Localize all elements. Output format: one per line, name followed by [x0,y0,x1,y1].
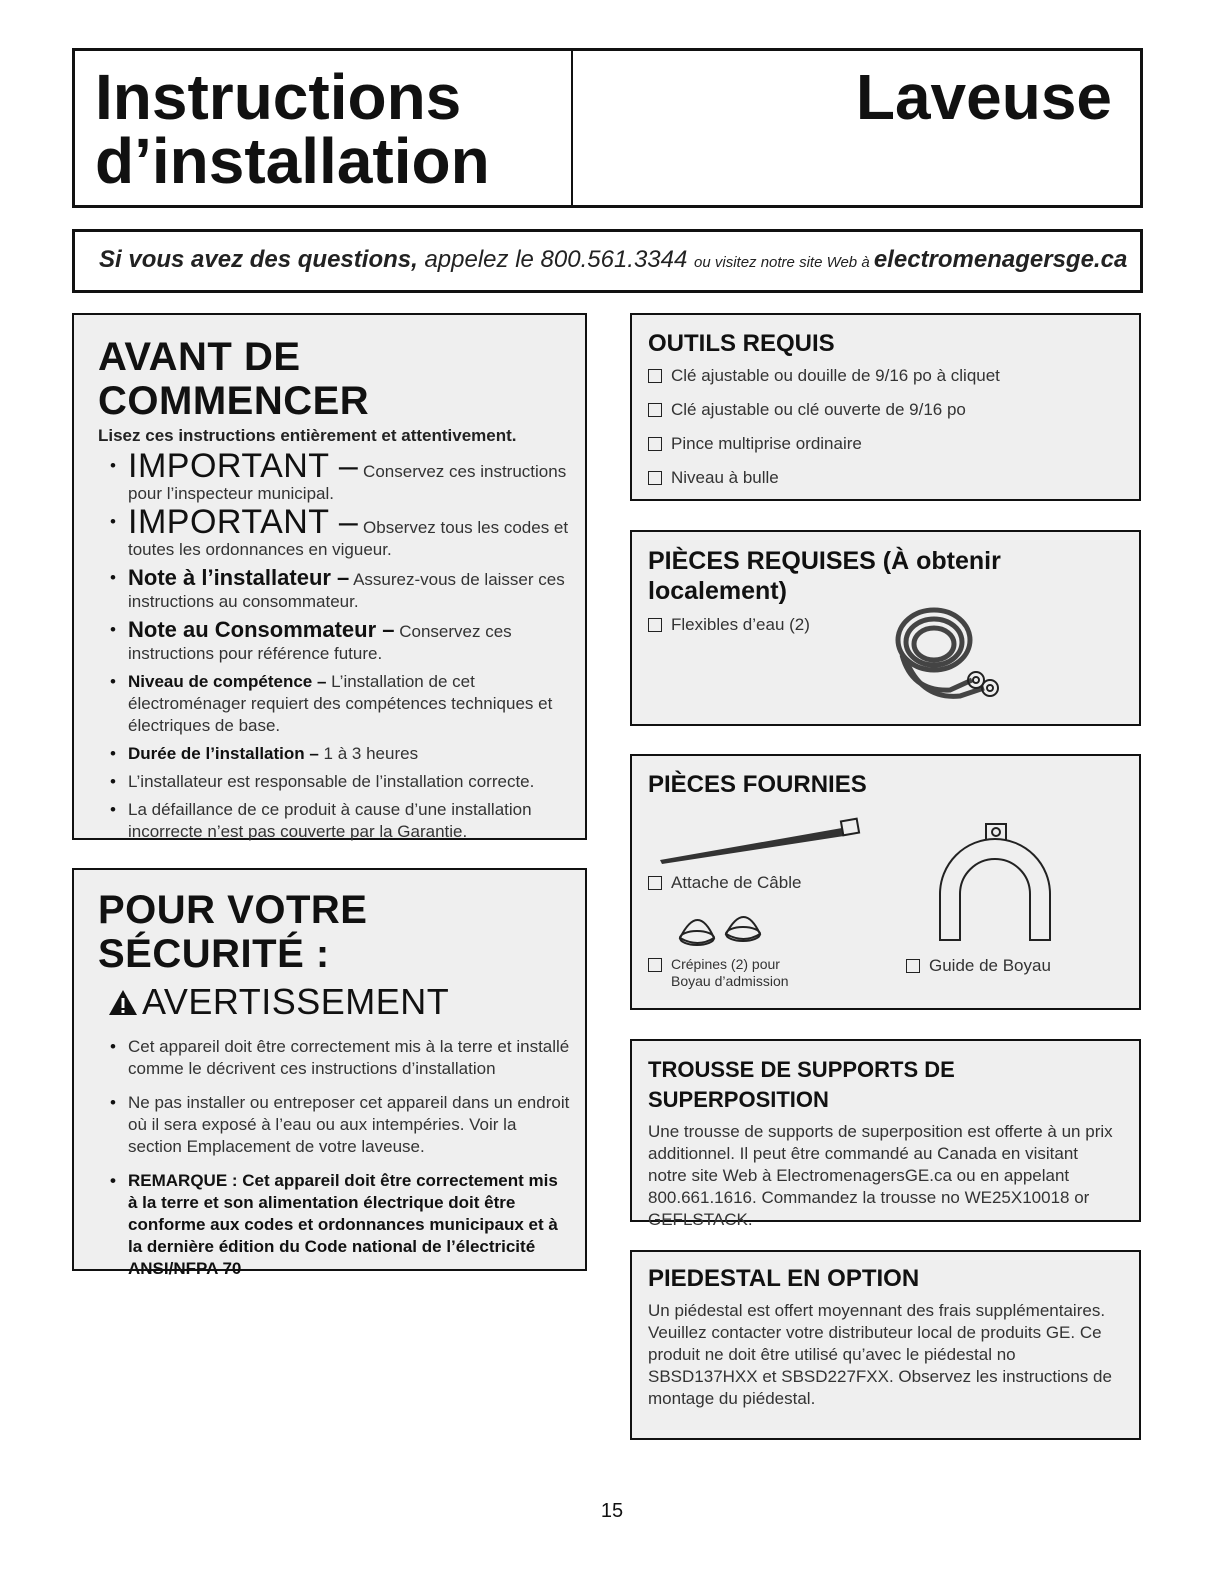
warning-triangle-icon [108,989,138,1016]
crepines-line-2: Boyau d’admission [671,973,789,989]
contact-website: electromenagersge.ca [873,246,1128,273]
checkbox-icon [648,437,662,451]
trousse-text: Une trousse de supports de superposition est offerte à un prix additionnel. Il peut être commandé au Canada en visitant notre site Web à ElectromenagersGE.ca ou en appelant 800.661.1616. Commandez la trousse no WE25X10018 or GEFLSTACK. [648,1122,1113,1229]
guide-item [906,955,1051,977]
pieces-requises-heading: PIÈCES REQUISES (À obtenir localement) [648,547,1001,605]
outils-heading: OUTILS REQUIS [648,330,835,357]
outils-item-text: Pince multiprise ordinaire [671,434,862,453]
avant-item [98,743,571,765]
contact-visit: ou visitez notre site Web à [694,254,874,271]
crepines-line-1: Crépines (2) pour [671,956,780,972]
avant-heading: AVANT DE COMMENCER [98,335,370,423]
avant-item-lead: Note à l’installateur – [128,565,350,590]
securite-item: • Ne pas installer ou entreposer cet appareil dans un endroit où il sera exposé à l’eau ou aux intempéries. Voir la section Emplacement de votre laveuse. [98,1092,571,1158]
checkbox-icon [648,403,662,417]
hose-guide-illustration [930,820,1060,950]
crepines-text [671,956,789,990]
piedestal-text: Un piédestal est offert moyennant des frais supplémentaires. Veuillez contacter votre distributeur local de produits GE. Ce produit ne doit être utilisé qu’avec le piédestal no SBSD137HXX et SBSD227FXX. Observez les instructions de montage du piédestal. [648,1301,1112,1408]
avant-item-text: L’installation de cet électroménager requiert des compétences techniques et électriques de base. [128,672,553,735]
avant-item-text: Observez tous les codes et toutes les ordonnances en vigueur. [128,518,569,559]
checkbox-icon [648,958,662,972]
outils-item-text: Niveau à bulle [671,468,779,487]
strainer-illustration [674,902,774,950]
crepines-item [648,956,789,990]
avant-intro: Lisez ces instructions entièrement et attentivement. [98,426,517,445]
avant-item [98,771,571,793]
avant-item-text: Assurez-vous de laisser ces instructions au consommateur. [128,570,565,611]
title-line-2: d’installation [95,125,490,197]
avant-item-lead: Durée de l’installation – [128,744,319,763]
securite-item: • Cet appareil doit être correctement mis à la terre et installé comme le décrivent ces instructions d’installation [98,1036,571,1080]
avant-list [98,447,571,843]
avant-item [98,503,571,561]
avant-item-text: Conservez ces instructions pour référence future. [128,622,512,663]
outils-item-text: Clé ajustable ou clé ouverte de 9/16 po [671,400,966,419]
document-title [75,51,573,205]
avant-item-lead: IMPORTANT – [128,447,359,485]
avant-item [98,799,571,843]
avant-item [98,447,571,505]
avant-item [98,671,571,737]
avant-section [72,313,587,840]
securite-section [72,868,587,1278]
guide-text: Guide de Boyau [929,956,1051,975]
contact-lead: Si vous avez des questions, [99,246,418,273]
product-name: Laveuse [855,61,1112,133]
trousse-section [630,1039,1141,1229]
contact-phone: appelez le 800.561.3344 [417,246,695,273]
avant-item-lead: Note au Consommateur – [128,617,395,642]
checkbox-icon [648,876,662,890]
outils-section [630,313,1141,501]
avant-item-lead: Niveau de compétence – [128,672,327,691]
outils-item-text: Clé ajustable ou douille de 9/16 po à cliquet [671,366,1000,385]
outils-item [648,399,1127,421]
avant-item [98,619,571,665]
attache-item [648,872,801,894]
avant-item-text: Conservez ces instructions pour l’inspecteur municipal. [128,462,567,503]
avant-item-text: La défaillance de ce produit à cause d’une installation incorrecte n’est pas couverte par la Garantie. [128,800,532,841]
pieces-requises-item-text: Flexibles d’eau (2) [671,615,810,634]
outils-item [648,365,1127,387]
outils-item [648,467,1127,489]
contact-bar [72,229,1143,293]
outils-item [648,433,1127,455]
attache-text: Attache de Câble [671,873,802,892]
pieces-fournies-section [630,754,1141,1010]
piedestal-heading: PIEDESTAL EN OPTION [648,1265,920,1292]
page-number: 15 [600,1500,624,1522]
pieces-fournies-heading: PIÈCES FOURNIES [648,771,867,798]
pieces-requises-section [630,530,1141,726]
securite-list [98,1036,571,1280]
avant-item-text: 1 à 3 heures [318,744,419,763]
checkbox-icon [648,471,662,485]
checkbox-icon [906,959,920,973]
securite-item: • REMARQUE : Cet appareil doit être correctement mis à la terre et son alimentation électrique doit être conforme aux codes et ordonnances municipaux et à la dernière édition du Code national de l’électricité ANSI/NFPA 70 [98,1170,571,1280]
avant-item-text: L’installateur est responsable de l’installation correcte. [128,772,535,791]
checkbox-icon [648,618,662,632]
securite-heading: POUR VOTRE SÉCURITÉ : [98,888,368,976]
warning-title [108,980,571,1024]
trousse-heading: TROUSSE DE SUPPORTS DE SUPERPOSITION [648,1057,955,1112]
cable-tie-illustration [656,816,876,866]
title-banner [72,48,1143,208]
water-hose-illustration [872,600,1012,710]
warning-label: AVERTISSEMENT [142,981,450,1022]
avant-item-lead: IMPORTANT – [128,503,359,541]
avant-item [98,567,571,613]
checkbox-icon [648,369,662,383]
piedestal-section [630,1250,1141,1440]
title-line-1: Instructions [95,61,462,133]
